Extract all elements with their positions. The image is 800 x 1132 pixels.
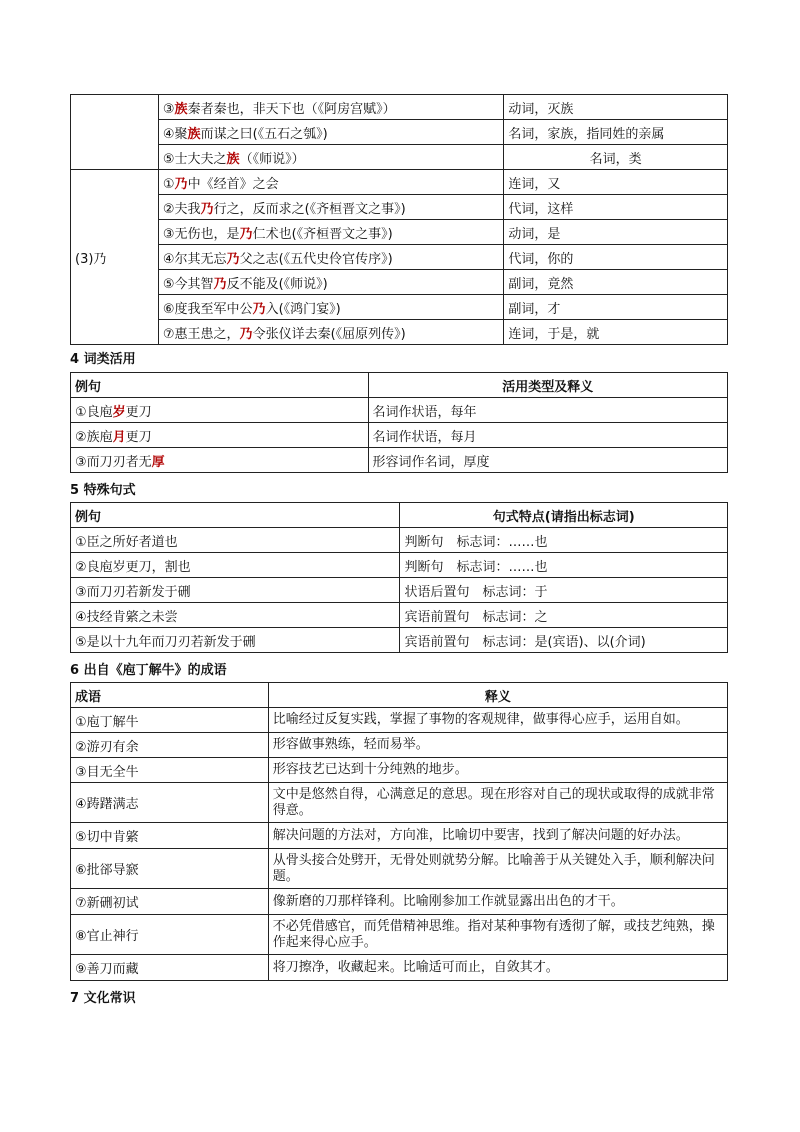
idiom-cell: ①庖丁解牛 [71, 708, 269, 733]
section-heading: 4 词类活用 [70, 352, 136, 367]
meaning-cell: 比喻经过反复实践，掌握了事物的客观规律，做事得心应手，运用自如。 [268, 708, 727, 733]
table-row [71, 578, 728, 603]
example-sentence: ①乃中《经首》之会 [158, 170, 503, 195]
table-row [71, 270, 728, 295]
table-row [71, 95, 728, 120]
table-row [71, 320, 728, 345]
idiom-cell: ⑦新硎初试 [71, 889, 269, 915]
table-row [71, 295, 728, 320]
table-row [71, 170, 728, 195]
table-row [71, 145, 728, 170]
meaning-cell: 不必凭借感官，而凭借精神思维。指对某种事物有透彻了解，或技艺纯熟，操作起来得心应手。 [268, 915, 727, 955]
meaning-cell: 从骨头接合处劈开，无骨处则就势分解。比喻善于从关键处入手，顺利解决问题。 [268, 849, 727, 889]
example-sentence: ④尔其无忘乃父之志(《五代史伶官传序》) [158, 245, 503, 270]
meaning-cell: 名词，家族，指同姓的亲属 [504, 120, 728, 145]
meaning-cell: 名词作状语，每年 [368, 398, 727, 423]
feature-cell: 判断句 标志词：……也 [400, 553, 728, 578]
example-sentence: ③而刀刃者无厚 [71, 448, 369, 473]
table-row [71, 553, 728, 578]
word-meaning-table [70, 94, 728, 345]
table-row [71, 628, 728, 653]
table-row [71, 783, 728, 823]
column-header: 释义 [268, 683, 727, 708]
table-row [71, 955, 728, 981]
idiom-cell: ⑥批郤导窾 [71, 849, 269, 889]
meaning-cell: 形容技艺已达到十分纯熟的地步。 [268, 758, 727, 783]
example-sentence: ③无伤也，是乃仁术也(《齐桓晋文之事》) [158, 220, 503, 245]
example-sentence: ⑦惠王患之，乃令张仪详去秦(《屈原列传》) [158, 320, 503, 345]
table-row [71, 195, 728, 220]
example-sentence: ①臣之所好者道也 [71, 528, 400, 553]
meaning-cell: 动词，灭族 [504, 95, 728, 120]
meaning-cell: 副词，才 [504, 295, 728, 320]
table-header-row [71, 503, 728, 528]
section-heading: 6 出自《庖丁解牛》的成语 [70, 663, 227, 678]
meaning-cell: 形容词作名词，厚度 [368, 448, 727, 473]
column-header: 活用类型及释义 [368, 373, 727, 398]
meaning-cell: 副词，竟然 [504, 270, 728, 295]
table-row [71, 915, 728, 955]
example-sentence: ④技经肯綮之未尝 [71, 603, 400, 628]
meaning-cell: 名词，类 [504, 145, 728, 170]
meaning-cell: 名词作状语，每月 [368, 423, 727, 448]
meaning-cell: 连词，于是，就 [504, 320, 728, 345]
example-sentence: ②夫我乃行之，反而求之(《齐桓晋文之事》) [158, 195, 503, 220]
feature-cell: 宾语前置句 标志词：是(宾语)、以(介词) [400, 628, 728, 653]
example-sentence: ②良庖岁更刀，割也 [71, 553, 400, 578]
column-header: 例句 [71, 373, 369, 398]
table-row [71, 220, 728, 245]
feature-cell: 宾语前置句 标志词：之 [400, 603, 728, 628]
column-header: 句式特点(请指出标志词) [400, 503, 728, 528]
table-row [71, 120, 728, 145]
meaning-cell: 形容做事熟练，轻而易举。 [268, 733, 727, 758]
word-label-nai: (3)乃 [71, 170, 159, 345]
table-row [71, 528, 728, 553]
example-sentence: ②族庖月更刀 [71, 423, 369, 448]
example-sentence: ①良庖岁更刀 [71, 398, 369, 423]
table-row [71, 245, 728, 270]
table-row [71, 823, 728, 849]
table-row [71, 448, 728, 473]
idiom-cell: ④踌躇满志 [71, 783, 269, 823]
meaning-cell: 代词，这样 [504, 195, 728, 220]
idiom-table [70, 682, 728, 981]
meaning-cell: 连词，又 [504, 170, 728, 195]
example-sentence: ⑤是以十九年而刀刃若新发于硎 [71, 628, 400, 653]
idiom-cell: ②游刃有余 [71, 733, 269, 758]
example-sentence: ③族秦者秦也，非天下也（《阿房宫赋》） [158, 95, 503, 120]
meaning-cell: 像新磨的刀那样锋利。比喻刚参加工作就显露出出色的才干。 [268, 889, 727, 915]
meaning-cell: 动词，是 [504, 220, 728, 245]
idiom-cell: ⑤切中肯綮 [71, 823, 269, 849]
table-row [71, 398, 728, 423]
meaning-cell: 解决问题的方法对，方向准，比喻切中要害，找到了解决问题的好办法。 [268, 823, 727, 849]
column-header: 例句 [71, 503, 400, 528]
meaning-cell: 文中是悠然自得，心满意足的意思。现在形容对自己的现状或取得的成就非常得意。 [268, 783, 727, 823]
example-sentence: ④聚族而谋之曰(《五石之瓠》) [158, 120, 503, 145]
meaning-cell: 将刀擦净，收藏起来。比喻适可而止，自敛其才。 [268, 955, 727, 981]
example-sentence: ⑤士大夫之族（《师说》） [158, 145, 503, 170]
section-heading: 5 特殊句式 [70, 483, 136, 498]
meaning-cell: 代词，你的 [504, 245, 728, 270]
idiom-cell: ③目无全牛 [71, 758, 269, 783]
example-sentence: ③而刀刃若新发于硎 [71, 578, 400, 603]
table-row [71, 423, 728, 448]
table-row [71, 603, 728, 628]
table-row [71, 708, 728, 733]
column-header: 成语 [71, 683, 269, 708]
feature-cell: 状语后置句 标志词：于 [400, 578, 728, 603]
table-row [71, 733, 728, 758]
idiom-cell: ⑧官止神行 [71, 915, 269, 955]
example-sentence: ⑤今其智乃反不能及(《师说》) [158, 270, 503, 295]
table-header-row [71, 373, 728, 398]
table-row [71, 889, 728, 915]
word-label-zu [71, 95, 159, 170]
section-heading: 7 文化常识 [70, 991, 136, 1006]
feature-cell: 判断句 标志词：……也 [400, 528, 728, 553]
table-row [71, 758, 728, 783]
idiom-cell: ⑨善刀而藏 [71, 955, 269, 981]
word-usage-table [70, 372, 728, 473]
example-sentence: ⑥度我至军中公乃入(《鸿门宴》) [158, 295, 503, 320]
sentence-pattern-table [70, 502, 728, 653]
table-header-row [71, 683, 728, 708]
table-row [71, 849, 728, 889]
